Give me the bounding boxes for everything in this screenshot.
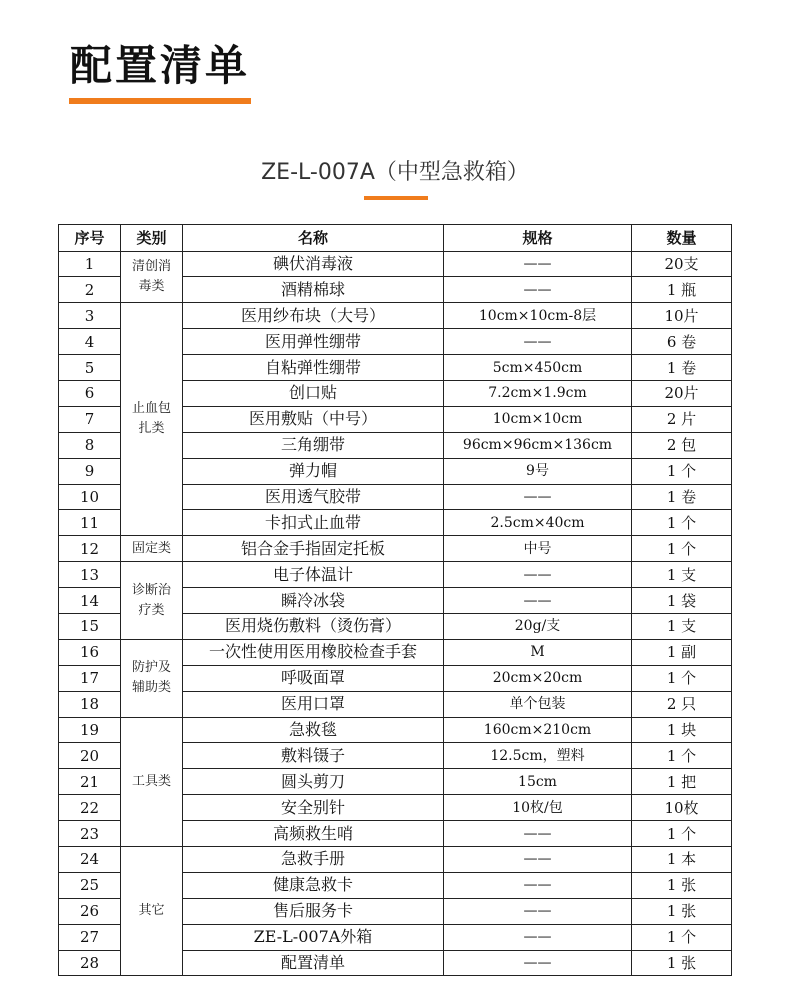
item-spec-cell: 10cm×10cm [444,406,632,432]
item-spec-cell: 10cm×10cm-8层 [444,303,632,329]
row-number-cell: 14 [59,588,121,614]
page-title: 配置清单 [70,41,251,90]
row-number-cell: 4 [59,329,121,355]
table-row [59,846,732,872]
item-quantity-cell: 1 卷 [632,355,732,381]
row-number-cell: 5 [59,355,121,381]
item-name-cell: 配置清单 [183,950,444,976]
item-name-cell: 急救手册 [183,846,444,872]
item-spec-cell: 20cm×20cm [444,665,632,691]
row-number-cell: 12 [59,536,121,562]
item-quantity-cell: 1 副 [632,639,732,665]
item-spec-cell: M [444,639,632,665]
item-spec-cell: 15cm [444,769,632,795]
item-spec-cell: —— [444,562,632,588]
row-number-cell: 17 [59,665,121,691]
item-quantity-cell: 1 张 [632,898,732,924]
item-quantity-cell: 1 卷 [632,484,732,510]
item-spec-cell: —— [444,821,632,847]
category-cell: 工具类 [121,717,183,846]
item-spec-cell: 单个包装 [444,691,632,717]
item-name-cell: 瞬冷冰袋 [183,588,444,614]
item-name-cell: 高频救生哨 [183,821,444,847]
row-number-cell: 1 [59,251,121,277]
item-spec-cell: 160cm×210cm [444,717,632,743]
item-quantity-cell: 1 个 [632,458,732,484]
item-quantity-cell: 20支 [632,251,732,277]
item-quantity-cell: 1 瓶 [632,277,732,303]
row-number-cell: 8 [59,432,121,458]
row-number-cell: 22 [59,795,121,821]
column-header-name: 名称 [183,225,444,252]
item-quantity-cell: 1 支 [632,613,732,639]
item-name-cell: 自粘弹性绷带 [183,355,444,381]
item-name-cell: 医用烧伤敷料（烫伤膏） [183,613,444,639]
table-row [59,536,732,562]
item-quantity-cell: 2 包 [632,432,732,458]
item-spec-cell: —— [444,898,632,924]
row-number-cell: 25 [59,872,121,898]
item-name-cell: 弹力帽 [183,458,444,484]
column-header-no: 序号 [59,225,121,252]
table-row [59,303,732,329]
item-quantity-cell: 1 袋 [632,588,732,614]
item-quantity-cell: 10片 [632,303,732,329]
title-underline [69,98,251,104]
item-quantity-cell: 1 把 [632,769,732,795]
item-name-cell: 安全别针 [183,795,444,821]
item-quantity-cell: 1 个 [632,665,732,691]
row-number-cell: 11 [59,510,121,536]
row-number-cell: 20 [59,743,121,769]
item-name-cell: 医用口罩 [183,691,444,717]
item-name-cell: 卡扣式止血带 [183,510,444,536]
item-spec-cell: —— [444,872,632,898]
row-number-cell: 6 [59,380,121,406]
item-name-cell: 售后服务卡 [183,898,444,924]
item-spec-cell: 12.5cm，塑料 [444,743,632,769]
row-number-cell: 27 [59,924,121,950]
item-quantity-cell: 10枚 [632,795,732,821]
item-quantity-cell: 6 卷 [632,329,732,355]
item-spec-cell: —— [444,484,632,510]
item-quantity-cell: 1 张 [632,872,732,898]
item-quantity-cell: 2 只 [632,691,732,717]
item-name-cell: 圆头剪刀 [183,769,444,795]
row-number-cell: 15 [59,613,121,639]
item-spec-cell: 96cm×96cm×136cm [444,432,632,458]
table-header-row [59,225,732,252]
row-number-cell: 7 [59,406,121,432]
table-row [59,717,732,743]
item-spec-cell: —— [444,924,632,950]
item-quantity-cell: 1 支 [632,562,732,588]
item-name-cell: 创口贴 [183,380,444,406]
item-quantity-cell: 20片 [632,380,732,406]
item-quantity-cell: 2 片 [632,406,732,432]
row-number-cell: 24 [59,846,121,872]
item-name-cell: 医用透气胶带 [183,484,444,510]
item-name-cell: 医用纱布块（大号） [183,303,444,329]
item-name-cell: 急救毯 [183,717,444,743]
row-number-cell: 10 [59,484,121,510]
item-name-cell: 呼吸面罩 [183,665,444,691]
row-number-cell: 16 [59,639,121,665]
item-quantity-cell: 1 个 [632,924,732,950]
row-number-cell: 23 [59,821,121,847]
row-number-cell: 19 [59,717,121,743]
item-name-cell: 铝合金手指固定托板 [183,536,444,562]
row-number-cell: 2 [59,277,121,303]
category-cell: 其它 [121,846,183,975]
category-cell: 清创消毒类 [121,251,183,303]
item-spec-cell: 9号 [444,458,632,484]
item-name-cell: 酒精棉球 [183,277,444,303]
configuration-table [58,224,732,976]
table-row [59,562,732,588]
item-spec-cell: —— [444,950,632,976]
row-number-cell: 21 [59,769,121,795]
item-name-cell: 敷料镊子 [183,743,444,769]
column-header-category: 类别 [121,225,183,252]
item-quantity-cell: 1 个 [632,821,732,847]
item-spec-cell: —— [444,588,632,614]
item-spec-cell: —— [444,846,632,872]
item-name-cell: 三角绷带 [183,432,444,458]
item-spec-cell: 中号 [444,536,632,562]
column-header-spec: 规格 [444,225,632,252]
item-spec-cell: 20g/支 [444,613,632,639]
item-quantity-cell: 1 个 [632,743,732,769]
row-number-cell: 28 [59,950,121,976]
item-spec-cell: 7.2cm×1.9cm [444,380,632,406]
product-subtitle: ZE-L-007A（中型急救箱） [261,160,529,185]
item-quantity-cell: 1 个 [632,510,732,536]
item-spec-cell: —— [444,277,632,303]
table-row [59,639,732,665]
column-header-quantity: 数量 [632,225,732,252]
row-number-cell: 26 [59,898,121,924]
item-name-cell: 电子体温计 [183,562,444,588]
item-name-cell: 医用弹性绷带 [183,329,444,355]
item-name-cell: 碘伏消毒液 [183,251,444,277]
item-name-cell: ZE-L-007A外箱 [183,924,444,950]
item-name-cell: 一次性使用医用橡胶检查手套 [183,639,444,665]
row-number-cell: 18 [59,691,121,717]
item-name-cell: 医用敷贴（中号） [183,406,444,432]
category-cell: 诊断治疗类 [121,562,183,640]
category-cell: 防护及辅助类 [121,639,183,717]
table-body [59,251,732,976]
item-quantity-cell: 1 个 [632,536,732,562]
category-cell: 止血包扎类 [121,303,183,536]
item-name-cell: 健康急救卡 [183,872,444,898]
item-spec-cell: 10枚/包 [444,795,632,821]
item-quantity-cell: 1 张 [632,950,732,976]
row-number-cell: 13 [59,562,121,588]
item-spec-cell: —— [444,329,632,355]
row-number-cell: 3 [59,303,121,329]
item-spec-cell: 2.5cm×40cm [444,510,632,536]
item-quantity-cell: 1 本 [632,846,732,872]
subtitle-underline [364,196,428,200]
row-number-cell: 9 [59,458,121,484]
table-row [59,251,732,277]
item-spec-cell: 5cm×450cm [444,355,632,381]
item-quantity-cell: 1 块 [632,717,732,743]
item-spec-cell: —— [444,251,632,277]
category-cell: 固定类 [121,536,183,562]
